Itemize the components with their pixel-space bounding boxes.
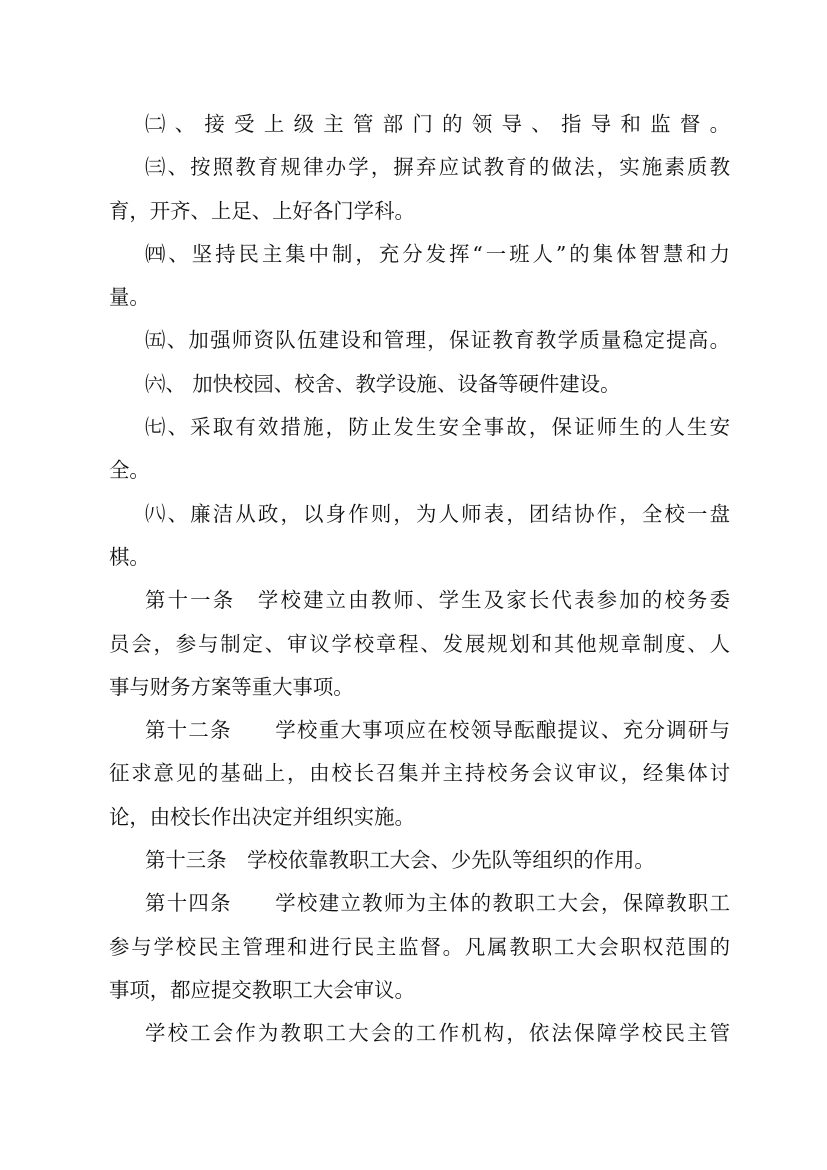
text-line-item-5: ㈤、加强师资队伍建设和管理，保证教育教学质量稳定提高。 [145, 328, 730, 353]
text-line-union: 学校工会作为教职工大会的工作机构，依法保障学校民主管 [145, 1021, 730, 1046]
text-line-article-12: 第十二条 学校重大事项应在校领导酝酿提议、充分调研与 [145, 718, 730, 743]
text-line-item-8: ㈧、廉洁从政，以身作则，为人师表，团结协作，全校一盘 [145, 501, 730, 526]
text-line-article-13: 第十三条 学校依靠教职工大会、少先队等组织的作用。 [145, 848, 655, 873]
text-line-article-12-cont-1: 征求意见的基础上，由校长召集并主持校务会议审议，经集体讨 [109, 761, 730, 786]
text-line-item-3: ㈢、按照教育规律办学，摒弃应试教育的做法，实施素质教 [145, 155, 730, 180]
text-line-item-3-cont: 育，开齐、上足、上好各门学科。 [109, 198, 415, 223]
text-line-item-4-cont: 量。 [109, 285, 150, 310]
text-line-item-7-cont: 全。 [109, 458, 150, 483]
text-line-item-4: ㈣、坚持民主集中制，充分发挥“一班人”的集体智慧和力 [145, 241, 730, 266]
text-line-item-8-cont: 棋。 [109, 544, 150, 569]
text-line-article-11-cont-1: 员会，参与制定、审议学校章程、发展规划和其他规章制度、人 [109, 631, 730, 656]
text-line-article-14-cont-1: 参与学校民主管理和进行民主监督。凡属教职工大会职权范围的 [109, 934, 730, 959]
text-line-article-11: 第十一条 学校建立由教师、学生及家长代表参加的校务委 [145, 588, 730, 613]
text-line-item-2: ㈡、接受上级主管部门的领导、指导和监督。 [145, 112, 730, 136]
text-line-article-11-cont-2: 事与财务方案等重大事项。 [109, 674, 354, 699]
text-line-article-14-cont-2: 事项，都应提交教职工大会审议。 [109, 977, 415, 1002]
document-body [109, 103, 730, 1056]
text-line-item-7: ㈦、采取有效措施，防止发生安全事故，保证师生的人生安 [145, 415, 730, 440]
text-line-item-6: ㈥、 加快校园、校舍、教学设施、设备等硬件建设。 [145, 371, 621, 396]
text-line-article-14: 第十四条 学校建立教师为主体的教职工大会，保障教职工 [145, 891, 730, 916]
text-line-article-12-cont-2: 论，由校长作出决定并组织实施。 [109, 804, 415, 829]
